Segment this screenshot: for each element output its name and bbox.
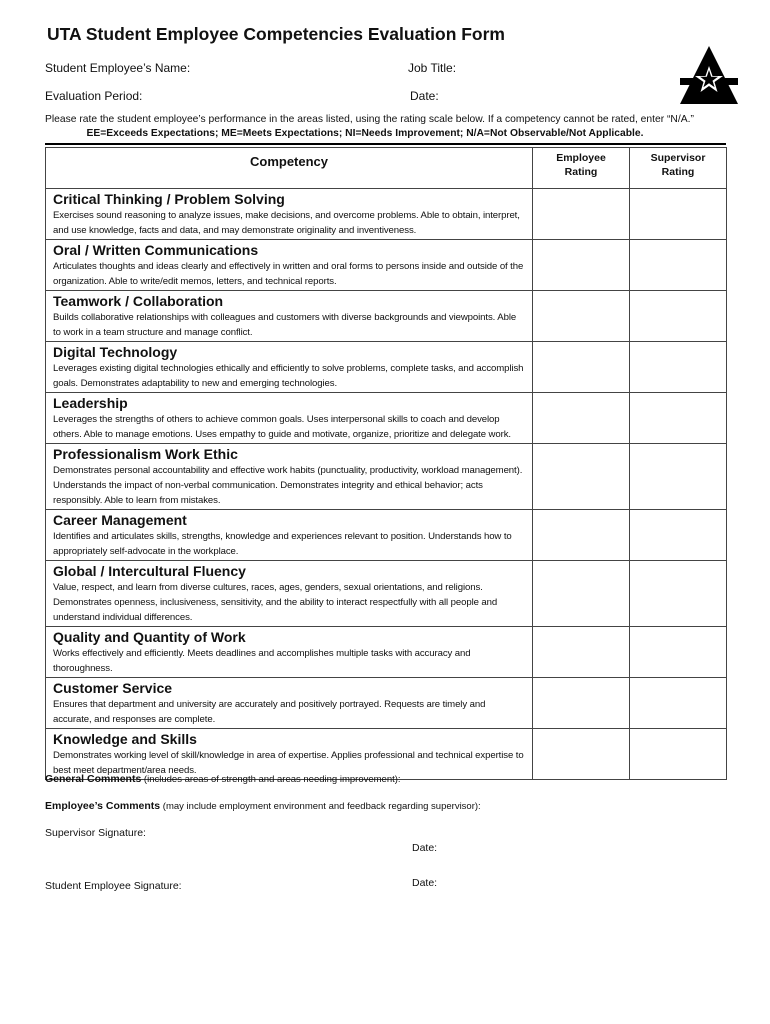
competency-name: Career Management: [53, 512, 187, 528]
competency-description: Works effectively and efficiently. Meets deadlines and accomplishes multiple tasks with accuracy and thoroughness.: [53, 648, 471, 674]
job-title-label: Job Title:: [408, 61, 457, 75]
supervisor-rating-cell[interactable]: [630, 393, 727, 444]
competency-cell: [46, 393, 533, 444]
date-label: Date:: [410, 89, 439, 103]
student-date-label: Date:: [412, 877, 438, 889]
supervisor-rating-cell[interactable]: [630, 729, 727, 780]
competency-cell: [46, 189, 533, 240]
competency-cell: [46, 240, 533, 291]
general-comments-label: General Comments (includes areas of strength and areas needing improvement):: [45, 773, 401, 785]
competency-description: Builds collaborative relationships with colleagues and customers with diverse backgrounds and viewpoints. Able to work in a team structure and manage conflict.: [53, 312, 517, 338]
competency-description: Leverages the strengths of others to achieve common goals. Uses interpersonal skills to coach and develop others. Able to manage emotions. Uses empathy to guide and motivate, organize, prioritize and delegate work.: [53, 414, 511, 440]
supervisor-rating-cell[interactable]: [630, 510, 727, 561]
employee-rating-cell[interactable]: [533, 444, 630, 510]
supervisor-rating-cell[interactable]: [630, 678, 727, 729]
table-row: [46, 393, 727, 444]
competency-cell: [46, 729, 533, 780]
employee-comments-label: Employee’s Comments (may include employment environment and feedback regarding supervisor):: [45, 800, 481, 812]
competency-cell: [46, 291, 533, 342]
employee-rating-cell[interactable]: [533, 240, 630, 291]
supervisor-rating-cell[interactable]: [630, 627, 727, 678]
employee-rating-cell[interactable]: [533, 627, 630, 678]
competency-name: Knowledge and Skills: [53, 731, 197, 747]
form-title: UTA Student Employee Competencies Evaluation Form: [47, 24, 505, 44]
competency-description: Ensures that department and university are accurately and positively portrayed. Requests are timely and accurate, and responses are complete.: [53, 699, 486, 725]
employee-rating-cell[interactable]: [533, 510, 630, 561]
competency-name: Oral / Written Communications: [53, 242, 259, 258]
competency-description: Exercises sound reasoning to analyze issues, make decisions, and overcome problems. Able to obtain, interpret, and use knowledge, facts and data, and may demonstrate originality and inventiveness.: [53, 210, 520, 236]
table-row: [46, 678, 727, 729]
competency-cell: [46, 444, 533, 510]
competency-description: Articulates thoughts and ideas clearly and effectively in written and oral forms to persons inside and outside of the organization. Able to write/edit memos, letters, and technical reports.: [53, 261, 524, 287]
employee-rating-cell[interactable]: [533, 729, 630, 780]
competency-description: Demonstrates personal accountability and effective work habits (punctuality, productivity, workload management). Understands the impact of non-verbal communication. Demonstrates integrity and ethical behavior; acts responsibly. Able to learn from mistakes.: [53, 465, 523, 506]
rating-scale-legend: EE=Exceeds Expectations; ME=Meets Expectations; NI=Needs Improvement; N/A=Not Observable/Not Applicable.: [86, 128, 644, 139]
supervisor-rating-header: Supervisor Rating: [630, 148, 727, 189]
competency-name: Teamwork / Collaboration: [53, 293, 224, 309]
supervisor-rating-cell[interactable]: [630, 444, 727, 510]
competency-name: Global / Intercultural Fluency: [53, 563, 246, 579]
employee-rating-cell[interactable]: [533, 678, 630, 729]
employee-name-label: Student Employee’s Name:: [45, 61, 191, 75]
competency-name: Digital Technology: [53, 344, 178, 360]
competency-description: Demonstrates working level of skill/knowledge in area of expertise. Applies professional and technical expertise to best meet department/area needs.: [53, 750, 524, 776]
supervisor-date-label: Date:: [412, 842, 438, 854]
supervisor-rating-cell[interactable]: [630, 342, 727, 393]
competency-cell: [46, 510, 533, 561]
competency-cell: [46, 627, 533, 678]
employee-rating-cell[interactable]: [533, 393, 630, 444]
student-signature-label: Student Employee Signature:: [45, 880, 182, 892]
table-row: [46, 627, 727, 678]
competency-cell: [46, 342, 533, 393]
table-row: [46, 240, 727, 291]
competency-cell: [46, 561, 533, 627]
table-row: [46, 342, 727, 393]
competency-table: [45, 147, 727, 780]
supervisor-signature-label: Supervisor Signature:: [45, 827, 146, 839]
competency-name: Professionalism Work Ethic: [53, 446, 238, 462]
employee-rating-header: Employee Rating: [533, 148, 630, 189]
competency-name: Customer Service: [53, 680, 173, 696]
employee-rating-cell[interactable]: [533, 561, 630, 627]
table-header-row: [46, 148, 727, 189]
competency-cell: [46, 678, 533, 729]
employee-rating-cell[interactable]: [533, 189, 630, 240]
header-divider: [45, 143, 726, 145]
supervisor-rating-cell[interactable]: [630, 240, 727, 291]
uta-star-a-logo-icon: [680, 46, 738, 104]
competency-name: Quality and Quantity of Work: [53, 629, 246, 645]
employee-rating-cell[interactable]: [533, 342, 630, 393]
supervisor-rating-cell[interactable]: [630, 561, 727, 627]
evaluation-period-label: Evaluation Period:: [45, 89, 143, 103]
instructions: Please rate the student employee’s performance in the areas listed, using the rating scale below. If a competency cannot be rated, enter “N/A.”: [45, 114, 694, 125]
employee-rating-cell[interactable]: [533, 291, 630, 342]
table-row: [46, 561, 727, 627]
competency-description: Value, respect, and learn from diverse cultures, races, ages, genders, sexual orientations, and religions. Demonstrates openness, inclusiveness, sensitivity, and the ability to interact respectfully with all people and understand individual differences.: [53, 582, 498, 623]
competency-description: Leverages existing digital technologies ethically and efficiently to solve problems, complete tasks, and accomplish goals. Demonstrates adaptability to new and emerging technologies.: [53, 363, 524, 389]
competency-name: Critical Thinking / Problem Solving: [53, 191, 285, 207]
table-row: [46, 444, 727, 510]
competency-name: Leadership: [53, 395, 128, 411]
competency-header: Competency: [46, 148, 533, 189]
table-row: [46, 291, 727, 342]
table-row: [46, 510, 727, 561]
supervisor-rating-cell[interactable]: [630, 189, 727, 240]
competency-description: Identifies and articulates skills, strengths, knowledge and experiences relevant to position. Understands how to appropriately self-advocate in the workplace.: [53, 531, 512, 557]
table-row: [46, 189, 727, 240]
supervisor-rating-cell[interactable]: [630, 291, 727, 342]
table-row: [46, 729, 727, 780]
